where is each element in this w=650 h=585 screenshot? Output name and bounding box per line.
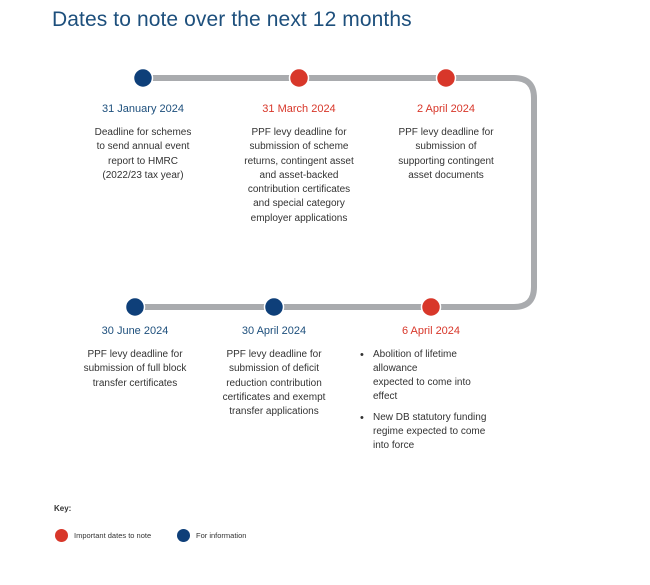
key-label: For information (196, 531, 247, 540)
description-line: reduction contribution (226, 377, 322, 389)
description-line: submission of scheme (249, 141, 349, 153)
description-line: PPF levy deadline for (251, 127, 347, 138)
description-line: PPF levy deadline for (226, 349, 322, 360)
description-line: transfer certificates (92, 377, 178, 389)
key-title: Key: (54, 504, 72, 513)
description-line: report to HMRC (107, 155, 178, 167)
info-date-marker (134, 69, 153, 88)
description-line: and special category (253, 198, 345, 210)
event-date: 2 April 2024 (416, 103, 476, 115)
key-item-important (55, 529, 151, 542)
description-line: submission of (415, 141, 477, 153)
info-date-marker (126, 298, 145, 317)
event-date: 30 April 2024 (241, 325, 307, 337)
description-line: certificates and exempt (222, 391, 326, 403)
bullet-line: expected to come into (373, 377, 471, 388)
blue-dot-icon (177, 529, 190, 542)
description-line: PPF levy deadline for (398, 127, 494, 138)
event-description (68, 126, 218, 183)
description-line: employer applications (250, 212, 348, 224)
event-date: 31 March 2024 (262, 103, 336, 115)
description-line: contribution certificates (247, 184, 351, 196)
bullet-line: • Abolition of lifetime (373, 349, 457, 360)
description-line: and asset-backed (259, 169, 339, 181)
description-line: supporting contingent (398, 155, 494, 167)
description-line: asset documents (408, 169, 484, 181)
event-date: 6 April 2024 (401, 325, 461, 337)
description-line: (2022/23 tax year) (102, 169, 184, 181)
key-item-info (177, 529, 246, 542)
description-line: submission of deficit (228, 363, 320, 375)
bullet-item (358, 348, 508, 404)
bullet-line: effect (373, 391, 398, 402)
info-date-marker (265, 298, 284, 317)
event-bullet-list (358, 348, 508, 460)
description-line: submission of full block (83, 363, 187, 375)
red-dot-icon (55, 529, 68, 542)
bullet-line: • New DB statutory funding (373, 412, 487, 423)
event-description (371, 126, 521, 183)
important-date-marker (437, 69, 456, 88)
bullet-item (358, 411, 508, 453)
description-line: to send annual event (96, 141, 190, 153)
event-date: 30 June 2024 (101, 325, 169, 337)
page-title: Dates to note over the next 12 months (52, 8, 412, 31)
important-date-marker (290, 69, 309, 88)
description-line: returns, contingent asset (244, 155, 354, 167)
description-line: transfer applications (229, 406, 319, 418)
key-label: Important dates to note (74, 531, 152, 540)
description-line: Deadline for schemes (94, 127, 192, 138)
important-date-marker (422, 298, 441, 317)
event-description (199, 348, 349, 419)
event-description (60, 348, 210, 391)
bullet-line: into force (373, 440, 415, 451)
bullet-line: regime expected to come (373, 426, 486, 437)
event-description (224, 126, 374, 226)
description-line: PPF levy deadline for (87, 349, 183, 360)
bullet-line: allowance (373, 363, 418, 374)
event-date: 31 January 2024 (102, 103, 184, 115)
